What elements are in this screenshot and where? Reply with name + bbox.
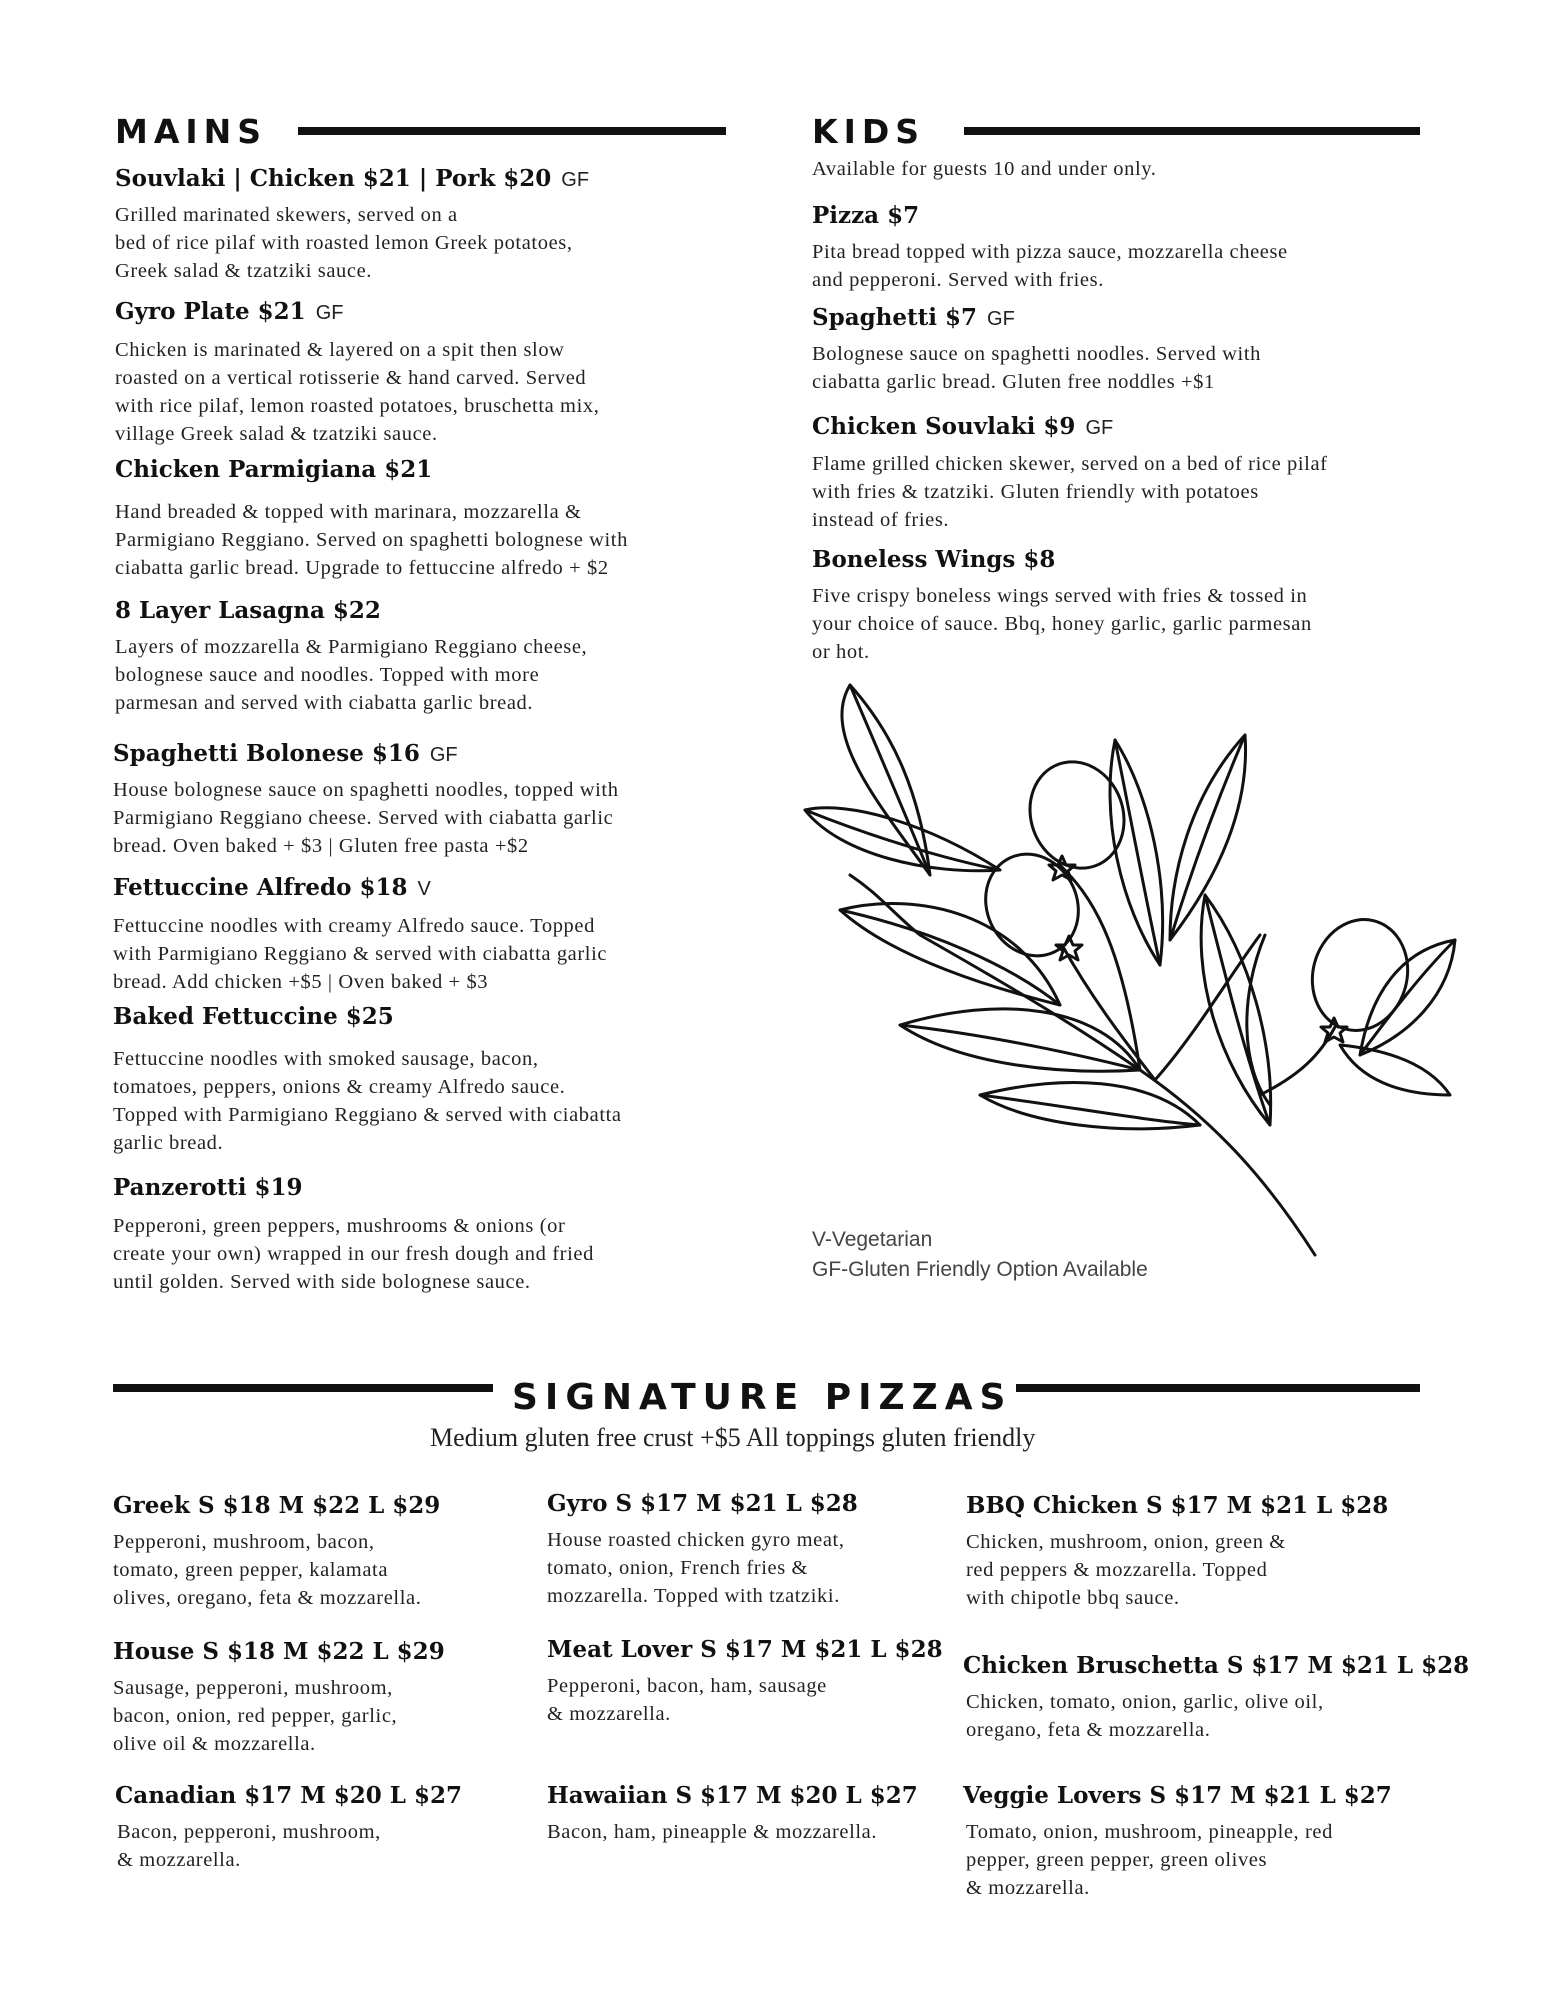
pizza-item-desc: Bacon, ham, pineapple & mozzarella. (547, 1821, 878, 1843)
pizza-item-name: Gyro S $17 M $21 L $28 (547, 1490, 858, 1517)
mains-item-desc: Fettuccine noodles with smoked sausage, bacon, tomatoes, peppers, onions & creamy Alfredo sauce. Topped with Parmigiano Reggiano & served with ciabatta garlic bread. (113, 1048, 622, 1154)
kids-note: Available for guests 10 and under only. (812, 158, 1157, 180)
v-tag: V (417, 878, 431, 900)
mains-rule (298, 127, 726, 135)
legend (812, 1225, 1148, 1285)
leaf-vein (850, 685, 930, 875)
pizza-item-name: House S $18 M $22 L $29 (113, 1638, 445, 1665)
olive-tip (1056, 936, 1082, 960)
pizza-item-name: Hawaiian S $17 M $20 L $27 (547, 1782, 918, 1809)
mains-item-name: Chicken Parmigiana $21 (115, 456, 433, 483)
kids-item-desc: Pita bread topped with pizza sauce, mozzarella cheese and pepperoni. Served with fries. (812, 241, 1288, 291)
olive-stem (1062, 945, 1155, 1080)
pizzas-rule-left (113, 1384, 493, 1392)
leaf (1340, 1045, 1450, 1095)
mains-item-name: Baked Fettuccine $25 (113, 1003, 394, 1030)
kids-item-name: Chicken Souvlaki $9 GF (812, 413, 1114, 440)
kids-item-desc: Five crispy boneless wings served with fries & tossed in your choice of sauce. Bbq, honey garlic, garlic parmesan or hot. (812, 585, 1312, 663)
gf-tag: GF (315, 302, 344, 324)
kids-item-name: Boneless Wings $8 (812, 546, 1056, 573)
pizzas-title: SIGNATURE PIZZAS (512, 1377, 1013, 1418)
mains-item-desc: Chicken is marinated & layered on a spit then slow roasted on a vertical rotisserie & hand carved. Served with rice pilaf, lemon roasted potatoes, bruschetta mix, village Greek salad & tzatziki sauce. (115, 339, 600, 445)
kids-rule (964, 127, 1420, 135)
pizza-item-desc: Bacon, pepperoni, mushroom, & mozzarella. (117, 1821, 381, 1871)
mains-item-desc: Hand breaded & topped with marinara, mozzarella & Parmigiano Reggiano. Served on spaghetti bolognese with ciabatta garlic bread. Upgrade to fettuccine alfredo + $2 (115, 501, 628, 579)
pizza-item-desc: Pepperoni, mushroom, bacon, tomato, green pepper, kalamata olives, oregano, feta & mozzarella. (113, 1531, 422, 1609)
gf-tag: GF (1085, 417, 1114, 439)
kids-title: KIDS (812, 112, 926, 151)
kids-item-desc: Flame grilled chicken skewer, served on a bed of rice pilaf with fries & tzatziki. Gluten friendly with potatoes instead of fries. (812, 453, 1328, 531)
mains-item-name: Fettuccine Alfredo $18 V (113, 874, 431, 901)
gf-tag: GF (561, 169, 590, 191)
pizza-item-name: Greek S $18 M $22 L $29 (113, 1492, 441, 1519)
pizza-item-desc: Sausage, pepperoni, mushroom, bacon, onion, red pepper, garlic, olive oil & mozzarella. (113, 1677, 398, 1755)
pizza-item-desc: Chicken, mushroom, onion, green & red peppers & mozzarella. Topped with chipotle bbq sauce. (966, 1531, 1286, 1609)
pizza-item-desc: Chicken, tomato, onion, garlic, olive oil, oregano, feta & mozzarella. (966, 1691, 1324, 1741)
mains-title: MAINS (115, 112, 268, 151)
olive-branch-illustration (800, 675, 1490, 1265)
mains-item-name: 8 Layer Lasagna $22 (115, 597, 381, 624)
kids-item-desc: Bolognese sauce on spaghetti noodles. Served with ciabatta garlic bread. Gluten free noddles +$1 (812, 343, 1261, 393)
olive-fruit (1300, 909, 1420, 1042)
leaf-vein (1115, 740, 1160, 965)
mains-item-desc: Pepperoni, green peppers, mushrooms & onions (or create your own) wrapped in our fresh dough and fried until golden. Served with side bolognese sauce. (113, 1215, 594, 1293)
pizza-item-name: Canadian $17 M $20 L $27 (115, 1782, 462, 1809)
mains-item-desc: Fettuccine noodles with creamy Alfredo sauce. Topped with Parmigiano Reggiano & served with ciabatta garlic bread. Add chicken +$5 | Oven baked + $3 (113, 915, 608, 993)
mains-item-name: Panzerotti $19 (113, 1174, 303, 1201)
kids-item-name: Pizza $7 (812, 202, 920, 229)
leaf-edge (1247, 935, 1270, 1105)
pizza-item-name: Chicken Bruschetta S $17 M $21 L $28 (963, 1652, 1470, 1679)
kids-item-name: Spaghetti $7 GF (812, 304, 1015, 331)
pizzas-subtitle: Medium gluten free crust +$5 All toppings gluten friendly (430, 1423, 1036, 1452)
mains-item-name: Souvlaki | Chicken $21 | Pork $20 GF (115, 165, 590, 192)
pizza-item-name: Meat Lover S $17 M $21 L $28 (547, 1636, 943, 1663)
pizza-item-name: Veggie Lovers S $17 M $21 L $27 (963, 1782, 1392, 1809)
pizza-item-desc: Tomato, onion, mushroom, pineapple, red pepper, green pepper, green olives & mozzarella. (966, 1821, 1333, 1899)
mains-item-desc: Grilled marinated skewers, served on a bed of rice pilaf with roasted lemon Greek potatoes, Greek salad & tzatziki sauce. (115, 204, 573, 282)
mains-item-desc: House bolognese sauce on spaghetti noodles, topped with Parmigiano Reggiano cheese. Served with ciabatta garlic bread. Oven baked + $3 | Gluten free pasta +$2 (113, 779, 619, 857)
branch-twig (1155, 935, 1260, 1080)
pizza-item-desc: Pepperoni, bacon, ham, sausage & mozzarella. (547, 1675, 827, 1725)
gf-tag: GF (987, 308, 1015, 330)
mains-item-desc: Layers of mozzarella & Parmigiano Reggiano cheese, bolognese sauce and noodles. Topped with more parmesan and served with ciabatta garlic bread. (115, 636, 588, 714)
legend-vegetarian: V-Vegetarian (812, 1228, 933, 1251)
pizza-item-desc: House roasted chicken gyro meat, tomato, onion, French fries & mozzarella. Topped with tzatziki. (547, 1529, 845, 1607)
pizza-item-name: BBQ Chicken S $17 M $21 L $28 (966, 1492, 1389, 1519)
legend-gluten-friendly: GF-Gluten Friendly Option Available (812, 1258, 1148, 1281)
gf-tag: GF (429, 744, 458, 766)
pizzas-rule-right (1016, 1384, 1420, 1392)
mains-item-name: Spaghetti Bolonese $16 GF (113, 740, 458, 767)
mains-item-name: Gyro Plate $21 GF (115, 298, 344, 325)
